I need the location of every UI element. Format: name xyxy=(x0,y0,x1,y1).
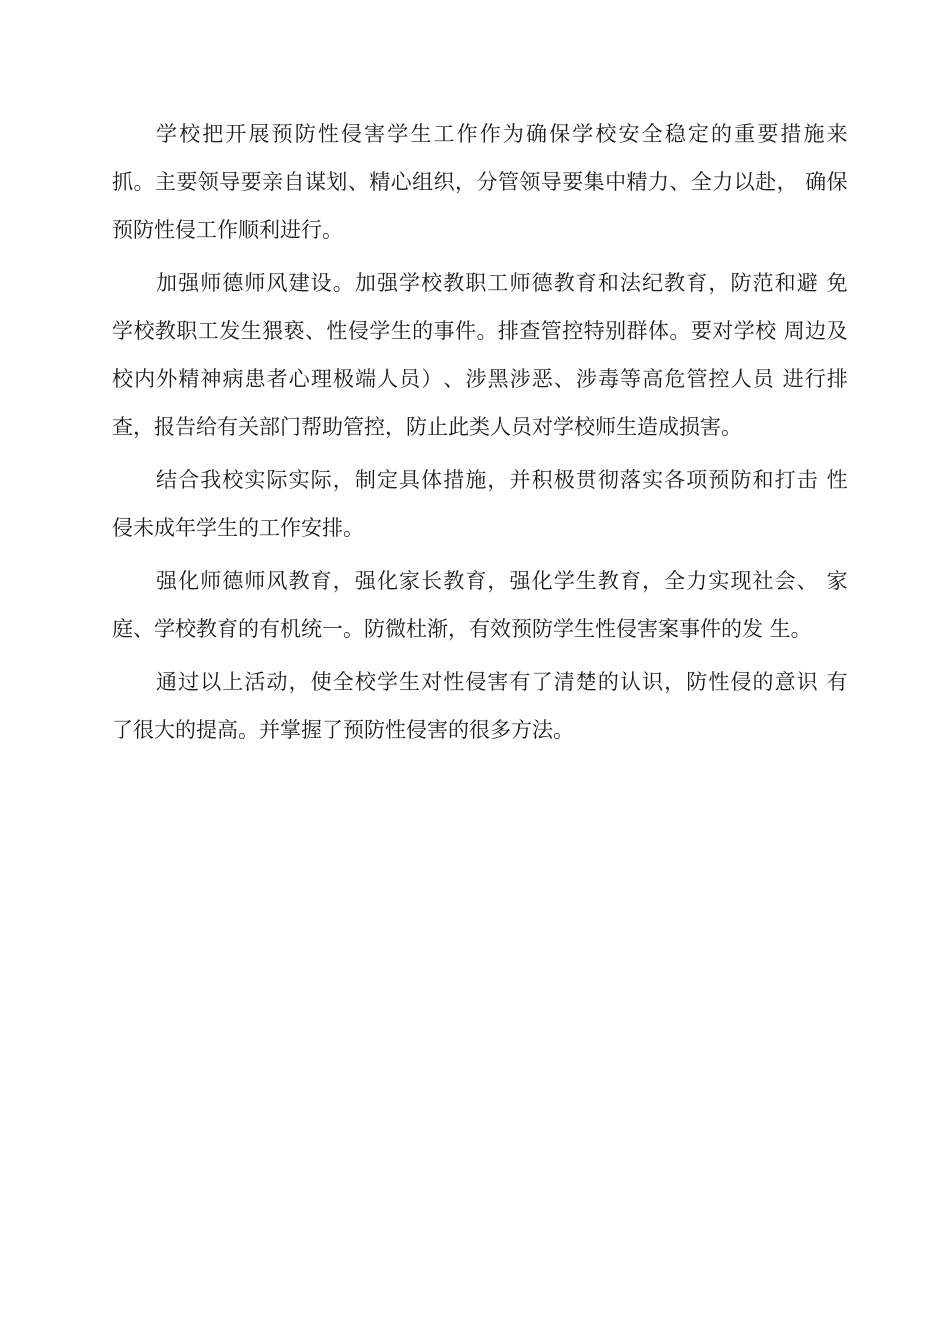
paragraph-1 xyxy=(112,110,848,254)
paragraph-line: 庭、学校教育的有机统一。防微杜渐，有效预防学生性侵害案事件的发 生。 xyxy=(112,617,812,641)
paragraph-line: 学 校 把 开 展 预 防 性 侵 害 学 生 工 作 作 为 确 保 学 校 安 全 稳 定 的 重 要 措 施 来 xyxy=(156,122,848,146)
paragraph-line: 校 内 外 精 神 病 患 者 心 理 极 端 人 员 ） 、 涉 黑 涉 恶 、 涉 毒 等 高 危 管 控 人 员 进 行 排 xyxy=(112,367,848,391)
paragraph-line: 加 强 师 德 师 风 建 设 。 加 强 学 校 教 职 工 师 德 教 育 和 法 纪 教 育 ， 防 范 和 避 免 xyxy=(156,271,848,295)
paragraph-line: 了很大的提高。并掌握了预防性侵害的很多方法。 xyxy=(112,718,574,742)
paragraph-4 xyxy=(112,557,848,653)
paragraph-3 xyxy=(112,456,848,552)
paragraph-5 xyxy=(112,658,848,754)
paragraph-line: 通 过 以 上 活 动 ， 使 全 校 学 生 对 性 侵 害 有 了 清 楚 的 认 识 ， 防 性 侵 的 意 识 有 xyxy=(156,670,848,694)
paragraph-line: 学 校 教 职 工 发 生 猥 亵 、 性 侵 学 生 的 事 件 。 排 查 管 控 特 别 群 体 。 要 对 学 校 周 边 及 xyxy=(112,319,848,343)
paragraph-line: 结 合 我 校 实 际 实 际 ， 制 定 具 体 措 施 ， 并 积 极 贯 彻 落 实 各 项 预 防 和 打 击 性 xyxy=(156,468,848,492)
paragraph-2 xyxy=(112,259,848,451)
paragraph-line: 预防性侵工作顺利进行。 xyxy=(112,218,343,242)
paragraph-line: 抓 。 主 要 领 导 要 亲 自 谋 划 、 精 心 组 织 ， 分 管 领 导 要 集 中 精 力 、 全 力 以 赴 ， 确 保 xyxy=(112,170,848,194)
paragraph-line: 强 化 师 德 师 风 教 育 ， 强 化 家 长 教 育 ， 强 化 学 生 教 育 ， 全 力 实 现 社 会 、 家 xyxy=(156,569,848,593)
document-body xyxy=(112,110,848,759)
paragraph-line: 查，报告给有关部门帮助管控，防止此类人员对学校师生造成损害。 xyxy=(112,415,742,439)
paragraph-line: 侵未成年学生的工作安排。 xyxy=(112,516,364,540)
